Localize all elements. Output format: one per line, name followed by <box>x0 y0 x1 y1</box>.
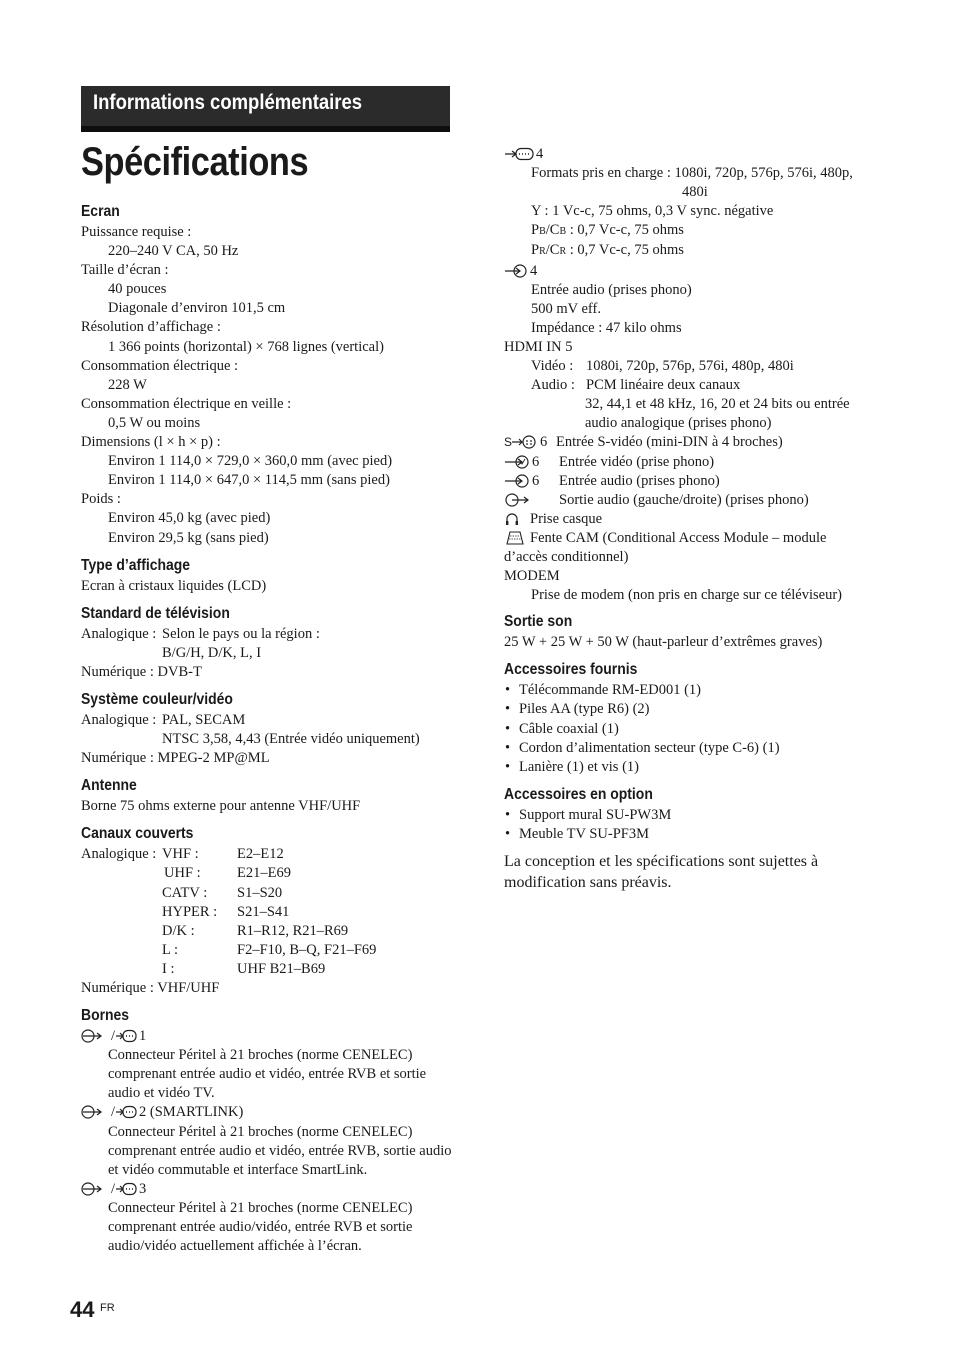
option-list <box>504 806 874 844</box>
spec-line: Impédance : 47 kilo ohms <box>531 319 682 336</box>
audio-input-icon <box>504 474 530 488</box>
spec-line: Diagonale d’environ 101,5 cm <box>108 300 286 317</box>
right-column <box>504 145 874 893</box>
list-item: • Câble coaxial (1) <box>504 720 874 739</box>
section-banner <box>81 86 450 132</box>
component-input-icon <box>504 147 534 161</box>
scart-output-icon <box>115 1029 137 1043</box>
spec-line: 25 W + 25 W + 50 W (haut-parleur d’extrêmes graves) <box>504 634 823 651</box>
spec-line: Taille d’écran : <box>81 262 169 279</box>
heading-systeme-couleur: Système couleur/vidéo <box>81 690 233 708</box>
scart-output-icon <box>115 1182 137 1196</box>
channel-band: UHF : <box>164 865 201 882</box>
page-number: 44 <box>70 1297 95 1322</box>
analog-label: Analogique : <box>81 711 157 728</box>
channel-row <box>81 922 453 941</box>
spec-line: Audio : PCM linéaire deux canaux <box>531 377 741 394</box>
heading-bornes: Bornes <box>81 1007 130 1025</box>
spec-line: Formats pris en charge : 1080i, 720p, 576p, 576i, 480p, <box>531 165 853 182</box>
channel-band: HYPER : <box>162 903 218 920</box>
channel-row <box>81 903 453 922</box>
terminal-label: / 3 <box>81 1180 453 1199</box>
analog-value: PAL, SECAM <box>162 711 246 728</box>
channel-row <box>81 941 453 960</box>
channel-row <box>81 884 453 903</box>
page-title: Spécifications <box>81 140 309 184</box>
heading-canaux: Canaux couverts <box>81 825 194 843</box>
spec-line: 500 mV eff. <box>531 300 601 317</box>
channel-range: R1–R12, R21–R69 <box>237 922 349 939</box>
spec-line: Ecran à cristaux liquides (LCD) <box>81 577 267 594</box>
spec-line: 32, 44,1 et 48 kHz, 16, 20 et 24 bits ou entrée <box>585 396 850 413</box>
terminal-label: / 1 <box>81 1027 453 1046</box>
terminal-description: Connecteur Péritel à 21 broches (norme CENELEC) comprenant entrée audio/vidéo, entrée RVB et sortie audio/vidéo actuellement affichée à l’écran. <box>108 1199 413 1255</box>
scart-input-icon <box>81 1029 109 1043</box>
jack-row: S 6 Entrée S-vidéo (mini-DIN à 4 broches) <box>504 434 783 451</box>
spec-line: 0,5 W ou moins <box>108 414 201 431</box>
spec-line: Poids : <box>81 491 121 508</box>
spec-line <box>81 625 453 644</box>
spec-line: 228 W <box>108 376 147 393</box>
headphones-icon <box>504 512 528 526</box>
analog-label: Analogique : <box>81 846 157 863</box>
list-item: • Support mural SU-PW3M <box>504 806 874 825</box>
ecran-specs <box>81 223 453 548</box>
heading-type-affichage: Type d’affichage <box>81 556 191 574</box>
spec-line <box>81 711 453 730</box>
terminal-description: Connecteur Péritel à 21 broches (norme CENELEC) comprenant entrée audio et vidéo, entrée RVB et sortie audio et vidéo TV. <box>108 1047 427 1102</box>
channel-range: F2–F10, B–Q, F21–F69 <box>237 941 377 958</box>
spec-line: audio analogique (prises phono) <box>585 415 772 432</box>
spec-line: Environ 29,5 kg (sans pied) <box>108 529 269 546</box>
audio-output-icon <box>504 493 530 507</box>
spec-line: Prise de modem (non pris en charge sur ce téléviseur) <box>531 587 842 604</box>
modem-label: MODEM <box>504 568 560 585</box>
spec-line: PB/CB : 0,7 Vc-c, 75 ohms <box>531 222 684 239</box>
spec-line: 1 366 points (horizontal) × 768 lignes (vertical) <box>108 338 384 355</box>
spec-line: Environ 1 114,0 × 647,0 × 114,5 mm (sans pied) <box>108 472 390 489</box>
channel-row <box>81 845 453 864</box>
terminal-number: 1 <box>139 1028 147 1045</box>
channel-band: D/K : <box>162 922 195 939</box>
spec-line: B/G/H, D/K, L, I <box>162 644 262 661</box>
section-title: Informations complémentaires <box>93 91 363 114</box>
spec-line: Entrée audio (prises phono) <box>531 281 692 298</box>
heading-antenne: Antenne <box>81 777 137 795</box>
channel-band: L : <box>162 941 178 958</box>
jack-row: Fente CAM (Conditional Access Module – module <box>504 529 874 548</box>
list-item: • Télécommande RM-ED001 (1) <box>504 681 874 700</box>
spec-line: Environ 1 114,0 × 729,0 × 360,0 mm (avec pied) <box>108 453 393 470</box>
heading-accessoires-fournis: Accessoires fournis <box>504 661 638 679</box>
terminal-number: 3 <box>139 1180 147 1197</box>
hdmi-label: HDMI IN 5 <box>504 338 573 355</box>
scart-input-icon <box>81 1182 109 1196</box>
spec-line: 220–240 V CA, 50 Hz <box>108 243 239 260</box>
jack-row: Sortie audio (gauche/droite) (prises phono) <box>504 491 874 510</box>
jack-row: 6 Entrée vidéo (prise phono) <box>504 453 874 472</box>
list-item: • Lanière (1) et vis (1) <box>504 758 874 777</box>
spec-line: Borne 75 ohms externe pour antenne VHF/UHF <box>81 798 361 815</box>
heading-accessoires-option: Accessoires en option <box>504 785 653 803</box>
channel-range: S21–S41 <box>237 903 290 920</box>
spec-line: PR/CR : 0,7 Vc-c, 75 ohms <box>531 242 684 259</box>
component-input-label: 4 <box>504 145 874 164</box>
spec-line: NTSC 3,58, 4,43 (Entrée vidéo uniquement) <box>162 731 420 748</box>
heading-sortie-son: Sortie son <box>504 613 573 631</box>
terminal-description: Connecteur Péritel à 21 broches (norme CENELEC) comprenant entrée audio et vidéo, entrée RVB, sortie audio et vidéo commutable et interface SmartLink. <box>108 1123 452 1178</box>
spec-line: Consommation électrique en veille : <box>81 395 292 412</box>
spec-line: Environ 45,0 kg (avec pied) <box>108 510 271 527</box>
heading-ecran: Ecran <box>81 203 120 220</box>
channel-range: S1–S20 <box>237 884 283 901</box>
scart-input-icon <box>81 1105 109 1119</box>
spec-line: 480i <box>682 184 708 201</box>
channel-range: E21–E69 <box>237 865 291 882</box>
spec-line: d’accès conditionnel) <box>504 548 629 565</box>
list-item: • Meuble TV SU-PF3M <box>504 825 874 844</box>
spec-line: Dimensions (l × h × p) : <box>81 434 221 451</box>
channel-range: UHF B21–B69 <box>237 960 326 977</box>
spec-line: Vidéo : 1080i, 720p, 576p, 576i, 480p, 480i <box>531 358 794 375</box>
terminal-number: 2 (SMARTLINK) <box>139 1104 244 1121</box>
svideo-input-icon <box>512 435 538 449</box>
terminal-list <box>81 1027 453 1256</box>
channel-range: E2–E12 <box>237 846 284 863</box>
left-column <box>81 198 453 1256</box>
page-language: FR <box>100 1302 115 1314</box>
disclaimer-note: La conception et les spécifications sont sujettes à modification sans préavis. <box>504 853 819 891</box>
jack-row: Prise casque <box>504 510 874 529</box>
audio-input-label: 4 <box>504 262 874 281</box>
spec-line: Résolution d’affichage : <box>81 319 221 336</box>
analog-label: Analogique : <box>81 625 157 642</box>
scart-output-icon <box>115 1105 137 1119</box>
jack-row: 6 Entrée audio (prises phono) <box>504 472 874 491</box>
heading-standard-tv: Standard de télévision <box>81 604 230 622</box>
channel-row <box>81 960 453 979</box>
accessory-list <box>504 681 874 776</box>
spec-line: Numérique : VHF/UHF <box>81 980 220 996</box>
analog-value: Selon le pays ou la région : <box>162 625 320 642</box>
channel-band: VHF : <box>162 846 199 863</box>
channel-band: I : <box>162 960 175 977</box>
list-item: • Piles AA (type R6) (2) <box>504 700 874 719</box>
channel-row <box>81 864 453 883</box>
audio-input-icon <box>504 264 528 278</box>
channel-band: CATV : <box>162 884 208 901</box>
spec-line: Numérique : DVB-T <box>81 663 202 680</box>
spec-line: 40 pouces <box>108 281 167 298</box>
terminal-label: / 2 (SMARTLINK) <box>81 1103 453 1122</box>
cam-slot-icon <box>504 531 528 545</box>
channel-table <box>81 845 453 998</box>
list-item: • Cordon d’alimentation secteur (type C-6) (1) <box>504 739 874 758</box>
spec-line: Puissance requise : <box>81 224 192 240</box>
spec-line: Numérique : MPEG-2 MP@ML <box>81 750 270 767</box>
spec-line: Y : 1 Vc-c, 75 ohms, 0,3 V sync. négative <box>531 203 774 220</box>
video-input-icon <box>504 455 530 469</box>
spec-line: Consommation électrique : <box>81 357 239 374</box>
